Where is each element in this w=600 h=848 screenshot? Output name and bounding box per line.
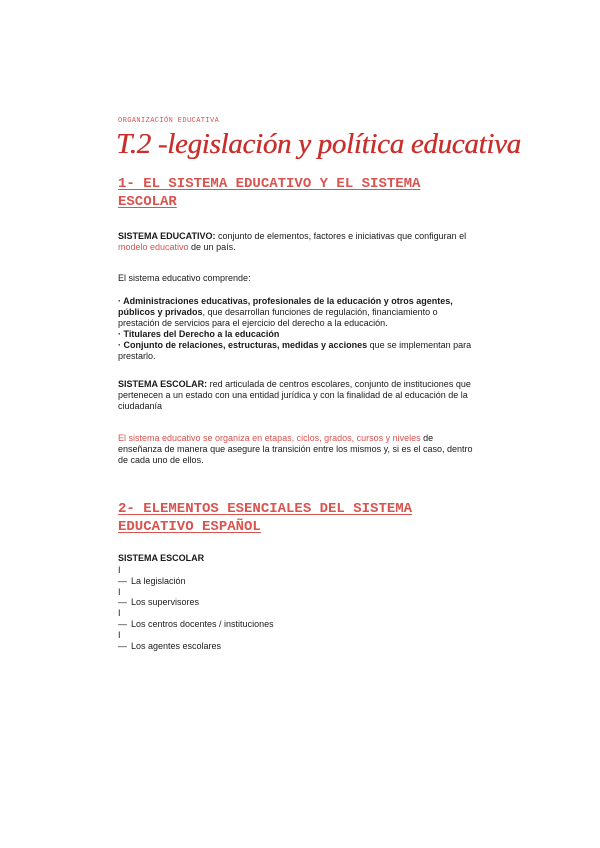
tree-item (118, 576, 274, 587)
definition-text-end: de un país. (188, 242, 236, 252)
definition-term: SISTEMA ESCOLAR: (118, 379, 208, 389)
course-kicker: ORGANIZACIÓN EDUCATIVA (118, 117, 220, 125)
tree-item (118, 619, 274, 630)
tree-connector: I (118, 629, 121, 640)
section-2-heading (118, 500, 478, 536)
comprende-list (118, 296, 478, 362)
elements-tree (118, 565, 274, 651)
tree-dash: — (118, 618, 127, 629)
tree-dash: — (118, 597, 127, 608)
organizacion-paragraph (118, 433, 478, 466)
section-1-heading-line1: 1- EL SISTEMA EDUCATIVO Y EL SISTEMA (118, 176, 421, 192)
definition-highlight: modelo educativo (118, 242, 189, 252)
section-1-heading-line2: ESCOLAR (118, 194, 177, 210)
tree-connector: I (118, 586, 121, 597)
organizacion-highlight: El sistema educativo se organiza en etapas, ciclos, grados, cursos y niveles (118, 433, 421, 443)
list-item-bold: · Conjunto de relaciones, estructuras, medidas y acciones (118, 340, 368, 350)
tree-item-label: Los supervisores (131, 597, 200, 608)
tree-item-label: Los agentes escolares (131, 640, 222, 651)
tree-dash: — (118, 640, 127, 651)
sistema-educativo-definition (118, 231, 478, 253)
list-item-text: que se implementan para prestarlo. (118, 340, 472, 361)
tree-item-label: Los centros docentes / instituciones (131, 618, 274, 629)
list-item (118, 329, 478, 340)
page-title: T.2 -legislación y política educativa (116, 128, 521, 160)
organizacion-text: de enseñanza de manera que asegure la transición entre los mismos y, si es el caso, dentro de cada uno de ellos. (118, 433, 473, 465)
list-item (118, 340, 478, 362)
tree-title: SISTEMA ESCOLAR (118, 553, 205, 563)
tree-dash: — (118, 575, 127, 586)
section-2-heading-line2: EDUCATIVO ESPAÑOL (118, 519, 261, 535)
list-item-bold: · Administraciones educativas, profesionales de la educación y otros agentes, públicos y privados (118, 296, 453, 317)
tree-connector: I (118, 608, 121, 619)
tree-item-label: La legislación (131, 575, 186, 586)
sistema-escolar-definition (118, 379, 478, 412)
definition-text: conjunto de elementos, factores e iniciativas que configuran el (215, 231, 467, 241)
definition-term: SISTEMA EDUCATIVO: (118, 231, 216, 241)
section-1-heading (118, 175, 478, 211)
list-item-bold: · Titulares del Derecho a la educación (118, 329, 280, 339)
list-item-text: , que desarrollan funciones de regulación, financiamiento o prestación de servicios para el ejercicio del derecho a la educación. (118, 307, 438, 328)
tree-item (118, 597, 274, 608)
definition-text: red articulada de centros escolares, conjunto de instituciones que pertenecen a un estado con una entidad jurídica y con la finalidad de al educación de la ciudadanía (118, 379, 471, 411)
section-2-heading-line1: 2- ELEMENTOS ESENCIALES DEL SISTEMA (118, 501, 413, 517)
list-item (118, 296, 478, 329)
tree-connector: I (118, 565, 121, 575)
comprende-intro: El sistema educativo comprende: (118, 273, 251, 283)
tree-item (118, 641, 274, 652)
